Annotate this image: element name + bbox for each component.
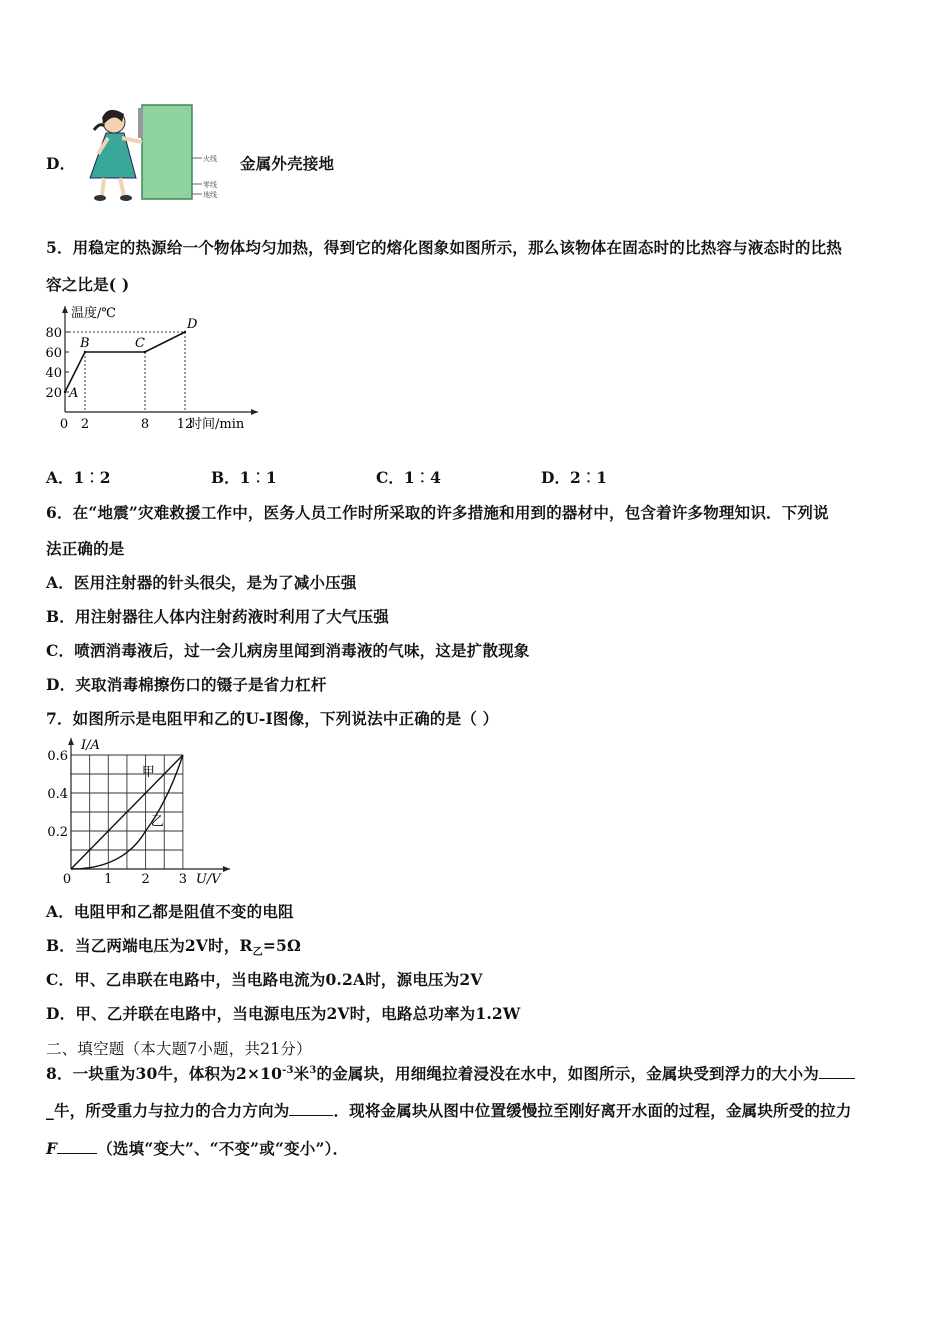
x-tick-label-0: 0 <box>62 872 72 887</box>
x-tick-label-2: 2 <box>80 417 90 432</box>
q8-line3 <box>46 1137 348 1159</box>
q4-option-d-letter: D． <box>46 154 76 173</box>
q6-option-c: C．喷洒消毒液后，过一会儿病房里闻到消毒液的气味，这是扩散现象 <box>46 641 530 660</box>
y-tick-label-0.2: 0.2 <box>47 825 68 840</box>
q8-l2-post: ．现将金属块从图中位置缓慢拉至刚好离开水面的过程，金属块所受的拉力 <box>333 1101 852 1120</box>
q7-option-a: A．电阻甲和乙都是阻值不变的电阻 <box>46 902 294 921</box>
ui-chart <box>40 732 240 890</box>
x-axis-label: 时间/min <box>189 417 245 432</box>
q5-stem-line1: 5．用稳定的热源给一个物体均匀加热，得到它的熔化图象如图所示，那么该物体在固态时的比热容与液态时的比热 <box>46 238 842 257</box>
x-tick-label-12: 12 <box>176 417 194 432</box>
q8-line2 <box>46 1099 852 1121</box>
point-B <box>84 351 86 353</box>
q5-option-d: D．2︰1 <box>541 468 608 487</box>
q7-option-b-post: =5Ω <box>262 936 301 955</box>
x-axis-label: U/V <box>195 872 221 887</box>
y-axis-arrow <box>62 306 68 313</box>
q8-blank-1[interactable] <box>819 1064 855 1079</box>
q8-l1-pre: 8．一块重为30牛，体积为2×10 <box>46 1064 283 1083</box>
q4-illustration <box>78 100 228 208</box>
section2-heading: 二、填空题（本大题7小题，共21分） <box>46 1040 312 1058</box>
q7-option-d: D．甲、乙并联在电路中，当电源电压为2V时，电路总功率为1.2W <box>46 1004 521 1023</box>
q4-label-ground: 地线 <box>203 191 217 199</box>
q4-option-d-text: 金属外壳接地 <box>240 154 335 173</box>
refrigerator-icon <box>142 105 192 199</box>
q8-l1-mid: 米 <box>293 1064 310 1083</box>
q8-l3-f: F <box>46 1139 58 1158</box>
q4-label-live: 火线 <box>203 155 217 163</box>
q8-l2-pre: _牛，所受重力与拉力的合力方向为 <box>46 1101 290 1120</box>
x-axis-arrow <box>223 866 230 872</box>
series-label-yi: 乙 <box>150 814 164 830</box>
q6-stem-line1: 6．在“地震”灾难救援工作中，医务人员工作时所采取的许多措施和用到的器材中，包含着许多物理知识．下列说 <box>46 503 829 522</box>
q8-l1-post: 的金属块，用细绳拉着浸没在水中，如图所示，金属块受到浮力的大小为 <box>316 1064 819 1083</box>
point-A <box>64 391 66 393</box>
x-axis-arrow <box>251 409 258 415</box>
q8-blank-3[interactable] <box>57 1139 97 1154</box>
series-label-jia: 甲 <box>141 765 155 780</box>
q5-option-b: B．1︰1 <box>211 468 277 487</box>
x-tick-label-1: 1 <box>104 872 113 887</box>
y-axis-label: I/A <box>81 738 100 753</box>
q8-l1-sup: -3 <box>282 1064 294 1076</box>
q5-option-c: C．1︰4 <box>376 468 441 487</box>
y-tick-label-80: 80 <box>45 326 62 341</box>
q6-option-a: A．医用注射器的针头很尖，是为了减小压强 <box>46 573 357 592</box>
y-tick-label-0.4: 0.4 <box>47 787 68 802</box>
point-label-B: B <box>80 336 90 351</box>
q7-option-b-sub: 乙 <box>252 947 263 959</box>
q6-option-b: B．用注射器往人体内注射药液时利用了大气压强 <box>46 607 390 626</box>
q8-l3-post: （选填“变大”、“不变”或“变小”）． <box>97 1139 349 1158</box>
y-axis-arrow <box>68 738 74 745</box>
y-axis-label: 温度/℃ <box>71 306 116 321</box>
q4-label-neutral: 零线 <box>203 181 217 189</box>
x-tick-label-0: 0 <box>59 417 69 432</box>
point-C <box>144 351 146 353</box>
y-tick-label-40: 40 <box>45 366 62 381</box>
melting-chart <box>40 300 270 440</box>
q8-l1-sup2: 3 <box>309 1064 317 1076</box>
point-label-A: A <box>69 386 79 401</box>
q8-line1 <box>46 1062 855 1084</box>
x-tick-label-2: 2 <box>141 872 150 887</box>
q7-option-b <box>46 934 301 958</box>
q8-blank-2[interactable] <box>289 1101 333 1116</box>
q7-option-b-pre: B．当乙两端电压为2V时，R <box>46 936 253 955</box>
point-label-D: D <box>187 317 198 332</box>
q7-stem: 7．如图所示是电阻甲和乙的U-I图像，下列说法中正确的是（ ） <box>46 709 499 728</box>
x-tick-label-8: 8 <box>140 417 150 432</box>
point-label-C: C <box>135 336 145 351</box>
q7-option-c: C．甲、乙串联在电路中，当电路电流为0.2A时，源电压为2V <box>46 970 483 989</box>
y-tick-label-20: 20 <box>45 386 62 401</box>
q6-option-d: D．夹取消毒棉擦伤口的镊子是省力杠杆 <box>46 675 327 694</box>
q5-stem-line2: 容之比是( ) <box>46 275 130 294</box>
q6-stem-line2: 法正确的是 <box>46 539 125 558</box>
q5-option-a: A．1︰2 <box>46 468 111 487</box>
y-tick-label-0.6: 0.6 <box>47 749 68 764</box>
point-D <box>184 331 186 333</box>
x-tick-label-3: 3 <box>178 872 188 887</box>
y-tick-label-60: 60 <box>45 346 62 361</box>
